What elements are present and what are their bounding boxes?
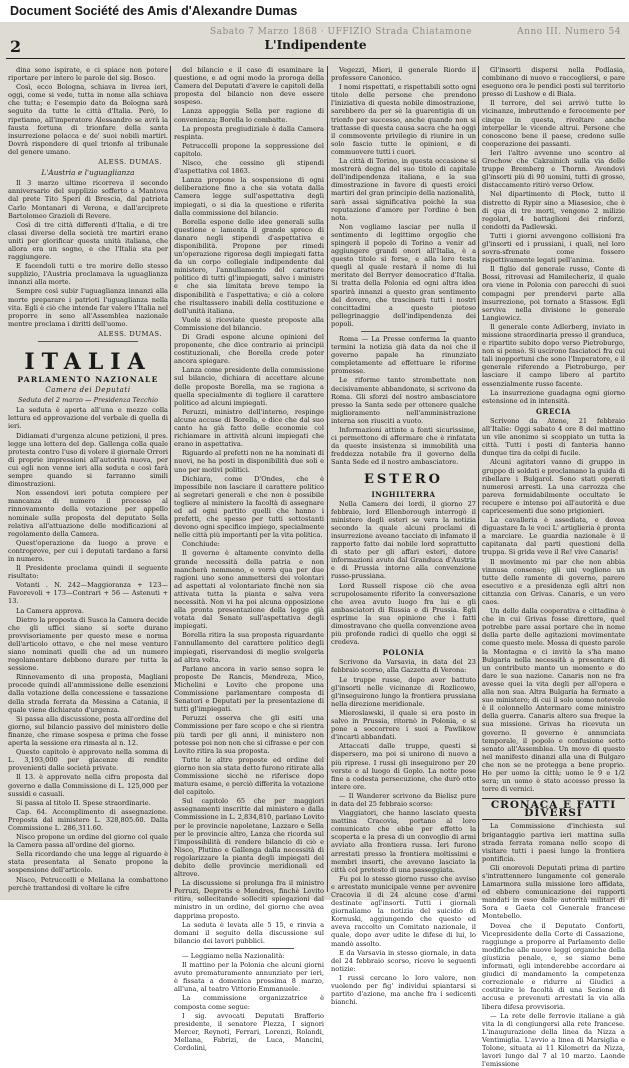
paragraph: — Il Wanderer scrivono da Bielisz pure in data del 25 febbraio scorso: [331, 791, 476, 808]
paragraph: Sul capitolo 65 che per maggiori assegnamenti inscritte dal ministero e dalla Commissione in L. 2,834,810, parlano Lovito per le provincie napoletane, Lazzaro e Sella per le provincie altro, Lanza che ricorda sul l'impossibilità di rendere bilancio di ciò e Nisco, Plutino e Gallenga dalla necessità di regolarizzare la pianta degli impiegati del debito delle provincie meridionali ed altrove. [174, 797, 324, 879]
paragraph: Si passa al titolo II. Spese straordinarie. [16, 798, 151, 807]
paragraph: Il figlio del generale russo, Conte di Bossi, ritrovasi ad Hamilecheriz, il quale ora viene in Polonia con parecchi di suoi compagni per prendervi parte alla insurrezione, poi tornato a Stassow. Egli serviva nella divisione le generale Langiewicz. [482, 265, 625, 322]
paragraph: E da Varsavia in stesso giornale, in data del 24 febbraio scorso, riceve le seguenti notizie: [331, 948, 476, 973]
session-dateline: Seduta del 2 marzo — Presidenza Tecchio [17, 396, 159, 405]
column-1 [8, 66, 168, 896]
paragraph: Dovea che il Deputato Conforti, Vicepresidente della Corte di Cassazione, raggiunge a proporre al Parlamento delle modifiche alle nuove leggi organiche della giustizia penale, e, se siamo bene informati, egli intenderebbe accordare ai giudici di mandamento la competenza correzionale e ridurre ai Giudici a costituire le facoltà di una Sezione di accusa e prevenuti arrestati la via alla libera difesa provvisoria. [482, 921, 625, 1011]
paragraph: Vuole si riceviate queste proposte alla Commissione del bilancio. [174, 315, 324, 332]
masthead: L'Indipendente [264, 38, 367, 52]
paragraph: dina sono ispirate, e ci spiace non potere riportare per intero le parole del sig. Bosco. [8, 66, 168, 83]
paragraph: Le truppe russe, dopo aver battuto gl'insorti nelle vicinanze di Rozlicowo, gl'inseguirono lungo la frontiera prussiana nella direzione meridionale. [331, 675, 476, 708]
chamber-title: Camera dei Deputati [45, 386, 131, 395]
subsection-grecia: GRECIA [535, 406, 571, 416]
subsection-inghilterra: INGHILTERRA [371, 489, 436, 499]
paragraph: Nella Camera dei lordi, il giorno 27 febbraio, lord Ellenborough interrogò il ministero degli esteri se vera la notizia secondo la quale alcuni proclami di insurrezione aveano tacciato di infamato il rapporto fatto dai nobile lord soprattutto di stato per gli affari esteri, datore informazioni avuto dal Granduca d'Austria e di Prussia intorno alla convenzione russo-prussiana. [331, 499, 476, 581]
paragraph: I sig. avvocati Deputati Brafferio presidente, il senatore Plezza, I signori Mercer, Reynoti, Ferrari, Lorenzi, Rolandi, Mellana, Fabrizi, de Luca, Mancini, Cordolini, [174, 1011, 324, 1052]
paragraph: Viaggiatori, che hanno lasciato questa mattina Cracovia, portano al loro comunicato che ebbe per effetto la scoperta e la presa di un convoglio di armi avviato alla frontiera russa. Ieri furono arrestati presso la frontiera moltissimi e membri insorti, che avevano lasciato la città col pretesto di una passeggiata. [331, 809, 476, 874]
paragraph: La Commissione d'inchiesta sul brigantaggio partiva ieri mattina sulla strada ferrata romana nello scopo di visitare tutti i paesi lungo la frontiera pontificia. [482, 822, 625, 863]
paragraph: Peruzzi osserva che gli esiti una Commissione per fare scopo e che si rientra più tardi per gli anni, il ministero non potesse poi non non che si cifrasse e per con Lovito ritira la sua proposta. [174, 714, 324, 755]
paragraph: Cap. 64. Accomplimento di assegnazione. Proposta dal ministero L. 328,805.60. Dalla Commissione L. 286,311.60. [8, 807, 168, 832]
paragraph: Gl'insorti dispersi nella Podlasia, combinano di nuovo e raccogliersi, e pare eseguono ora le pendici posti sul territorio presso di Lushow e di Biala. [482, 66, 625, 99]
paragraph: Vegezzi, Mieri, il generale Riordo il professore Canonico. [331, 66, 476, 83]
paragraph: Il mattino per la Polonia che alcuni giorni avuto prematuramente annunziato per ieri, è fissata a domenica prossima 8 marzo, all'una, al teatro Vittorio Emmanuele. [174, 961, 324, 994]
paragraph: Tutti i giorni avvengono collisioni fra gl'insorti ed i prussiani, i quali, nel loro sovra-sfrenate come fossero rispettivamente legati pell'anima. [482, 231, 625, 265]
parliament-title: PARLAMENTO NAZIONALE [17, 375, 159, 384]
paragraph: Lanza appoggia Sella per ragione di convenienza; Borella lo combatte. [174, 107, 324, 124]
column-3 [331, 66, 476, 1007]
paragraph: Dietro la proposta di Susca la Camera decide che gli uffici siano si sorte durano provvisoriamente per questo mese e norma dell'articolo ottavo, e che nel mese venturo siano nominati quelli che ad un numero regolamentare debbono durare per tutta la sessione. [8, 615, 168, 673]
paragraph: Roma — La Presse conferma la quanto termini la notizia già data da noi che il governo papale ha rinunziato completamente ad effettuare le riforme promesse. [331, 335, 476, 376]
paragraph: Riguardo al prefetti non ne ha nominati di nuovi, ne ha posti in disponibilità due soli e uno per motivi politici. [174, 449, 324, 474]
paragraph: Votanti . N. 242—Maggioranza + 123—Favorevoli + 173—Contrari + 56 — Astenuti + 13. [8, 581, 168, 606]
bleed-through-text-right: Anno III. Numero 54 [517, 27, 621, 37]
paragraph: Scrivono da Varsavia, in data del 23 febbraio scorso, alla Gazzetta di Verona: [331, 658, 476, 675]
paragraph: Il 3 marzo ultimo ricorreva il secondo anniversario del supplizio sofferto a Mantova dal prete Tito Speri di Brescia, dal patriota Carlo Montanari di Verona, e dall'arciprete Bartolomeo Grazioli di Revere. [8, 179, 168, 220]
paragraph: Le riforme tanto strombettate non decisivamente abbandonate, si scrivono da Roma. Gli sforzi del nostro ambasciatore presso la Santa sede per ottenere qualche miglioramento nell'amministrazione interna son riusciti a vuoto. [331, 376, 476, 425]
paragraph: Peruzzi, ministro dell'interno, respinge alcune accuse di Borella, e dice che dal suo canto ha già fatto delle economie col richiamare in attività alcuni impiegati che erano in aspettativa. [174, 407, 324, 449]
newspaper-page [0, 22, 629, 1068]
column-2 [174, 66, 324, 1052]
section-title-italia: ITALIA [24, 349, 152, 375]
paragraph: Mieroslawski, il quale si era posto in salvo in Prussia, ritornò in Polonia, e si pone a soccorrere i suoi a Pawlikow d'incarti abbandati. [331, 708, 476, 742]
paragraph: La insurrezione guadagna ogni giorno estensione ed in intensità. [482, 388, 625, 405]
paragraph: La città di Torino, in questa occasione si mostrerà degna del suo titolo di capitale dell'indipendenza italiana, e la sua dimostrazione in favore di questi eroici martiri del gran principio della nazionalità, sarà assai significativa poichè la sua reputazione d'amore per l'ordine è ben nota. [331, 157, 476, 222]
divider [204, 948, 294, 949]
paragraph: La cavalleria è assediata, e dovea diguastare fa le voci L' artiglieria è pronta a marciare. Le guardia nazionale è il capitanata dal parti questioni della truppa. Si grida veve il Re! vive Canaris! [482, 516, 625, 557]
paragraph: Fu poi lo stesso giorno russo che avviso e arrestato municipale venne per avvenire Cracovia il di 24 alcune cose d'armi destinate agl'insorti. Tutti i giornali giornaliamo la notizia del suicidio di Kornuski, aggiungendo che questo ed aveva raccolto un Comitato nazionale, il quale, dopo aver udite le difese di lui, lo mandò assolto. [331, 874, 476, 948]
paragraph: Petruccelli propone la soppressione del capitolo. [174, 141, 324, 158]
paragraph: La seduta è levata alle 5 15, e rinvia a domani il seguito della discussione sul bilancio dei lavori pubblici. [174, 920, 324, 945]
paragraph: Parlano ancora in vario senso sopra le proposte De Rancis, Mendreza, Mico, Michelini e Lovito che propone una Commissione parlamentare composta di Senatori e Deputati per la presentazione di tutti gl'impiegati. [174, 664, 324, 714]
paragraph: Sella ricordando che una legge al riguardo è stata presentata al Senato propone la sospensione dell'articolo. [8, 850, 168, 875]
paragraph: Attaccati dalle truppe, questi si dispersero, ma poi si unirono di nuovo a più riprese. I russi gli inseguirono per 20 verste e al luogo di Goplo. La notte pose fine a codesta persecuzione, che durò otto intere ore. [331, 742, 476, 791]
paragraph: Così, ecco Bologna, schiava in livrea ieri, oggi, come si vede, tutta in nome alla schiava che tutta; e l'esempio dato da Bologna sarà seguito da tutte le città d'Italia. Però, lo ripetiamo, all'imperatore Alessandro se avrà la fausta fortuna di trionfare della santa insurrezione polacca e de' suoi nobili martiri. Dovrà rispondere di quel trionfo al tribunale del genere umano. [8, 83, 168, 156]
paragraph: La commissione organizzatrice è composta come segue: [174, 994, 324, 1011]
paragraph: del bilancio e il caso di esaminare la questione, e ad ogni modo la proroga della Camera del Deputati d'avere le capitoli della proposta del bilancio non deve essere sospeso. [174, 66, 324, 107]
paragraph: Di Gradi espone alcune opinioni del proponente, che dice contrario ai principii costituzionali, che Borella crede poter ancora spiegare. [174, 333, 324, 366]
paragraph: Un dello dalla cooperativa e cittadina è che in cui Grivas fosse direttore, quel potrebbe pare assai portare che in nome della parte delle agitazioni movimentate come questo mele. Mossa di questo parole la Montagna e ci invitò la s'ha mano Bulgaria nella necessità a presentare di un contributo manto un momento e do dare le sua nazione. Canaris non ne fra avesse quei la vita degli per all'opera e alla non sua. Altra Bulgaria ha fermato a suo ministero; di cui il solo uomo notevole è il colonnello Antermaro come ministro della guerra. Canaris altero sua freque la sua missione. Grivas ha ricevuta un governo. Il governo è annunciata temporale, il popolo e confusione sotto senato all'Assemblea. Un movo di questo nel manifesto dinanzi alla una di Bulgaro che non se ne protegga a bene proprio. Ho per uomo la città; uomo le 9 e 1/2 sera; un uomo è stato accesso presso la torre di vernici. [482, 607, 625, 794]
paragraph: Gli onorevoli Deputati prima di partire s'intrattennero lungamente col generale Lamarmora sulla missione loro affidata, ed ebbero comunicazione dei rapporti mandati in esso dalle autorità militari di Sora e Gaeta col Generale francese Montebello. [482, 863, 625, 921]
paragraph: La proposta pregiudiziale è dalla Camera respinta. [174, 124, 324, 141]
paragraph: Tutte le altre proposte ed ordine del giorno non sia stata detto furono ritirate alla Commissione sicchè ne riferisce dopo matura esame, e perciò differita la votazione del capitolo. [174, 755, 324, 797]
paragraph: E facendoli tutti e tre morire dello stesso supplizio, l'Austria proclamava la uguaglianza innanzi alla morte. [8, 262, 168, 287]
paragraph: Non essendovi ieri potuta compiere per mancanza di numero il processo al rinnovamento della votazione per appello nominale sulla proposta del deputato Sella relativa all'attuazione delle modificazioni al regolamento della Camera. [8, 489, 168, 538]
paragraph: Lanza come presidente della commissione sul bilancio, dichiara di accettare alcune delle proposte Borella, ma se ragiona a quella specialmente di togliere il carattere politico ad alcuni impiegati. [174, 366, 324, 407]
section-title-cronaca: CRONACA E FATTI DIVERSI [482, 798, 625, 820]
paragraph: I russi cercano lo loro valore, non vuolendo per fig' individui spiantarsi si partito d'azione, ma anche fra i sedicenti bianchi. [331, 973, 476, 1007]
divider [38, 341, 138, 342]
paragraph: Si passa alla discussione, posta all'ordine del giorno, sul bilancio passivo del ministero delle finanze, che rimase sospesa e prima che fosse aperta la sessione era rimasta al n. 12. [8, 714, 168, 748]
column-rule [478, 66, 479, 892]
paragraph: Scrivono da Atene, 21 febbraio all'Italie: Oggi sabato 4 ore 8 del mattino un vile anonimo si scoppiato un tutta la città. Tutti i posti di fanteria hanno dunque tira da colpi di fucile. [482, 416, 625, 458]
paragraph: Informazioni attinte a fonti sicurissime, ci permettono di affermare che è rinfatata da queste insistenza si immobilità una freddezza notabile fra il governo della Santa Sede ed il nostro ambasciatore. [331, 426, 476, 467]
paragraph: Rinnovamento di una proposta, Magliani procede quindi all'ammissione delle esenzioni dalla votazione della concessione e tassazione della strada ferrata da Messina a Catania, il quale viene dichiarato d'urgenza. [8, 673, 168, 714]
column-4 [482, 66, 625, 1068]
paragraph: — La rete delle ferrovie italiane a già vita la di congiungersi alla rete francese. L'inaugurazione della linea da Nizza a Ventimiglia. L'avvio a linea di Marsiglia e Tolone, situata ai 11 Kilometri da Nizza, lavori lungo dal 7 al 10 marzo. Laonde l'emissione [482, 1011, 625, 1068]
paragraph: Ieri l'altro avvenne uno scontro al Grochow che Cakrainich sulla via delle truppe Bremberg e Thornn. Avendovi gl'insorti più di 90 uomini, tutti di grosso, distaccamento ritirò verso Orlow. [482, 148, 625, 190]
paragraph: Nel dipartimento di Plock, tutto il distretto di Rypir sino a Miasesice, che è di qua di tre morti, vengono 2 milizie regolari, 4 battaglioni dei rinforzi, condotti da Padlewski. [482, 190, 625, 231]
paragraph: Alcuni agitatori vanno di gruppo in gruppo di soldati e proclamano la guida di ribellare i Bulgarol. Sono stati operati numerosi arresti. La una carrozza che pareva formidabilmente occultato le recupere e intenso poi all'autorità e due capricesementi due sono prigionieri. [482, 458, 625, 515]
section-title: L'Austria e l'uguaglianza [41, 168, 135, 178]
paragraph: Così di tre città differenti d'Italia, e di tre classi diverse della società tre martiri erano uniti per glorificar questa unità italiana, che allora era un sogno, e che l'Italia sta per raggiungere. [8, 220, 168, 262]
signature: ALESS. DUMAS. [98, 158, 162, 167]
paragraph: Sempre così subir l'uguaglianza innanzi alla morte preparare i patrioti l'uguaglianza nella vita. Egli è ciò che intende far valere l'Italia nel proporre in seno all'Assemblea nazionale mentre proclama i diritti dell'uomo. [8, 287, 168, 328]
paragraph: Quest'operazione da luogo a prove e controprove, per cui i deputati tardano a farsi in numero. [8, 538, 168, 563]
paragraph: Il 13. è approvato nella cifra proposta dal governo e dalla Commissione di L. 125,000 per sussidi e casuali. [8, 773, 168, 798]
bleed-through-text-left: Sabato 7 Marzo 1868 · UFFIZIO Strada Chiatamone [210, 27, 473, 37]
paragraph: Borella espone delle idee generali sulla questione e lamenta il grande spreco di danaro negli stipendi d'aspettativa e disponibilità. Propone per rimedi un'operazione rigorosa degli impiegati fatta da un corpo collegiale indipendente dal ministero, l'annullamento del carattere politico di tutti gl'impiegati, salvo i ministri e che sia limitata breve tempo la disponibilità e l'aspettativa; e ciò a colore che risultassero inabili della costituzione e dell'unità italiana. [174, 217, 324, 315]
paragraph: La seduta è aperta all'una e mezzo colla lettura ed approvazione del verbale di quella di ieri. [8, 406, 168, 431]
paragraph: — Leggiamo nella Nazionalità: [182, 951, 285, 960]
column-rule [327, 66, 328, 892]
paragraph: Nisco, che cessino gli stipendi d'aspettativa col 1863. [174, 159, 324, 176]
paragraph: Borella ritira la sua proposta riguardante l'annullamento del carattere politico degli impiegati, riservandosi di meglio svolgerla ad altra volta. [174, 631, 324, 664]
paragraph: La discussione si prolunga fra il ministro Perruzi, Depretis e Mendres, finchè Lovito ritira, sollecitando solleciti spiegazioni dal ministro in un ordine, del giorno che avea dapprima proposto. [174, 879, 324, 920]
paragraph: Conchiude: [182, 540, 220, 549]
paragraph: Il generale conte Adlerberg, inviato in missione straordinaria presso il granduca, e ripartito subito dopo verso Pietroburgo, non si pensò. Si uscirono fasciatoci fra cui tali inopportuni che sono l'Imperatore, e il generale riferendo a Pietroburgo, per lasciare il campo libero al partito essenzialmente russo facente. [482, 322, 625, 388]
paragraph: I nomi rispettati, e rispettabili sotto ogni titolo delle persone che prendono l'iniziativa di questa nobile dimostrazione, sarebbero da per sè la guarentigia di un trionfo per successo, anche quando non si trattasse di questa causa sacra che ha oggi il commovente privilegio di riunire in un solo fascio tutte le opinioni, e di commuovere tutti i cuori. [331, 83, 476, 156]
subsection-polonia: POLONIA [382, 648, 425, 658]
paragraph: Lord Russell rispose ciò che avea scrupolosamente riferito la conversazione che avea avuto luogo fra lui e gli ambasciatori di Russia e di Prussia. Egli esprime la sua opinione che i fatti dimostravano che quella convenzione avea più profonde radici di quello che oggi si credeva. [331, 581, 476, 647]
paragraph: Non vogliamo lasciar per nulla il sentimento di legittimo orgoglio che spingerà il popolo di Torino a venir ad aggiungere grandi onori all'Italia, è a questo titolo si forse, e alla loro testa quegli al quale restarà il nome di lui meritato del Berryer democratico d'Italia. Si tratta della Polonia ed ogni altra idea sparirà innanzi a questo gran sentimento del dovere, che trascinerà tutti i nostri concittadini a questo pietoso pellegrinaggio dell'indipendenza dei popoli. [331, 222, 476, 328]
paragraph: Il movimento mi par che non abbia vinnusa consenso; gli uni vogliono un tutte delle ramente di governo, parere esecutivo e a presidenza egli altri non cittanzia con Grivas. Canaris, e un vero caos. [482, 557, 625, 606]
page-header [6, 36, 625, 59]
column-rule [170, 66, 171, 892]
paragraph: Dichiara, come D'Ondes, che è impossibile non lasciare il carattere politico ai segretari generali e che non è possibile togliere al ministero la facoltà di assegnare ed ad ogni partito quelli che hanno i prefetti, che spesso per tutti sottostanti devono ogni specifico impiego, specialmente nelle città più importanti per la vita politica. [174, 474, 324, 540]
paragraph: Nisco propone un ordine del giorno col quale la Camera passa all'ordine del giorno. [8, 833, 168, 850]
signature: ALESS. DUMAS. [98, 329, 162, 338]
divider [361, 331, 446, 332]
paragraph: Il governo è altamente convinto della grande necessità della patria e non mancherà nemmeno, e vorrà qua per due ragioni uno sono ammettersi dei volontari ad aspettati al volontariato finchè non sia attivata tutta la pianta e salva vera necessità. Non vi ha poi alcuna opposizione alla pronta presentazione della legge già votata dal Senato sull'aspettativa degli impiegati. [174, 549, 324, 631]
paragraph: Didiamati d'urgenza alcune petizioni, il pres. legge una lettera del dep. Gallenga colla quale protesta contro l'uso di volere il giornale Orrori di proprie impressioni all'autorità nuova, per cui egli non venne ieri alla seduta e così farà sempre quando si farranno simili dimostrazioni. [8, 431, 168, 489]
paragraph: La Camera approva. [16, 606, 84, 615]
top-banner: Document Société des Amis d'Alexandre Dumas [0, 0, 629, 22]
paragraph: Nisco, Petruccelli e Mellana la combattono perchè trattandosi di voltare le cifre [8, 875, 168, 892]
paragraph: Lanza propone la sospensione di ogni deliberazione fino a che sia votata dalla Camera legge sull'aspettativa degli impiegati, o si dia la questione e riferita dalla commissione del bilancio. [174, 176, 324, 217]
paragraph: Il terrore, del sei arrivò tutte lo vicinanze, imbruttendo e ferocemente per cinque in questa, rivoltare anche interpellar le vicende altrui. Persone che conoscono bene il paese, credono sulle cooperazione dei passanti. [482, 99, 625, 148]
page-number: 2 [10, 37, 22, 56]
section-title-estero: ESTERO [363, 471, 443, 487]
paragraph: Questo capitolo è approvato nella somma di L. 3,193,000 per giacenze di rendite provenienti dalle società private. [8, 748, 168, 773]
paragraph: Il Presidente proclama quindi il seguente risultato: [8, 564, 168, 581]
